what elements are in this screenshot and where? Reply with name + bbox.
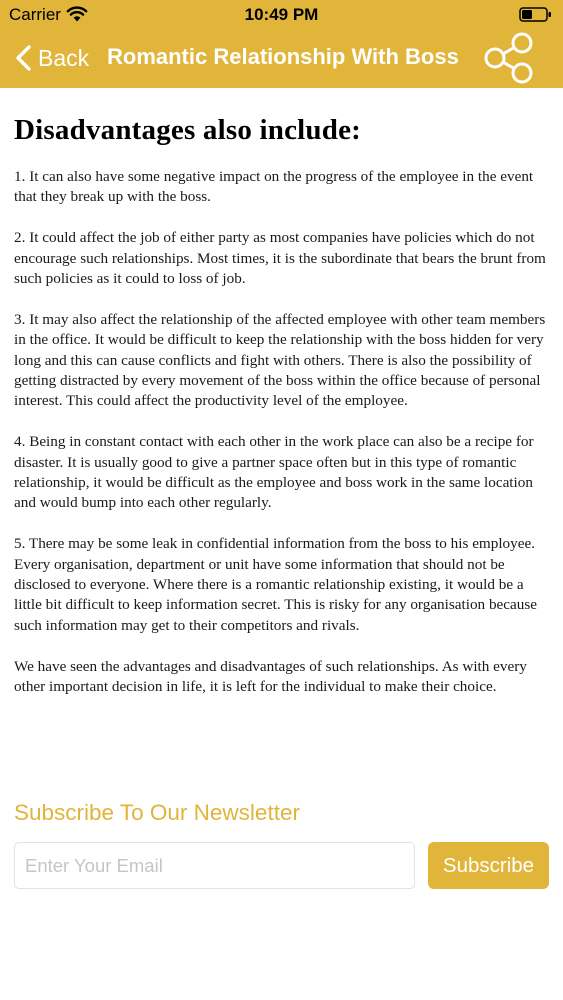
carrier-label: Carrier [9, 5, 61, 24]
article-paragraph: 2. It could affect the job of either party as most companies have policies which do not encourage such relationships. Most times, it is the subordinate that bears the brunt from such policies as it could to loss of job. [14, 229, 546, 288]
back-button[interactable] [14, 40, 89, 76]
status-bar [0, 0, 563, 30]
article-heading: Disadvantages also include: [14, 114, 361, 146]
battery-icon [519, 7, 552, 22]
status-time: 10:49 PM [244, 5, 319, 24]
share-icon[interactable] [482, 30, 536, 86]
newsletter-title: Subscribe To Our Newsletter [14, 800, 300, 825]
article-content [14, 112, 552, 718]
article-paragraph: 4. Being in constant contact with each other in the work place can also be a recipe for disaster. It is usually good to give a partner space often but in this type of romantic relationship, it would be difficult as the employee and boss work in the same location and would bump into each other regularly. [14, 433, 534, 512]
article-paragraph: 1. It can also have some negative impact on the progress of the employee in the event that they break up with the boss. [14, 168, 534, 206]
page-title: Romantic Relationship With Boss [107, 44, 459, 69]
article-paragraph: We have seen the advantages and disadvantages of such relationships. As with every other important decision in life, it is left for the individual to make their choice. [14, 657, 527, 696]
navigation-bar [0, 30, 563, 88]
email-input[interactable] [14, 842, 415, 889]
article-paragraph: 3. It may also affect the relationship of the affected employee with other team members in the office. It would be difficult to keep the relationship with the boss hidden for very long and this can cause conflicts and fight with others. There is also the possibility of getting distracted by every movement of the boss within the office because of personal interest. This could affect the productivity level of the employee. [14, 310, 546, 410]
subscribe-button[interactable]: Subscribe [428, 842, 549, 889]
article-paragraph: 5. There may be some leak in confidential information from the boss to his employee. Every organisation, department or unit have some information that should not be disclosed to everyone. Where there is a romantic relationship existing, it would be a little bit difficult to keep information secret. This is risky for any organisation because such information may get to their competitors and rivals. [14, 535, 538, 634]
back-label: Back [38, 44, 90, 71]
chevron-left-icon [14, 44, 32, 72]
